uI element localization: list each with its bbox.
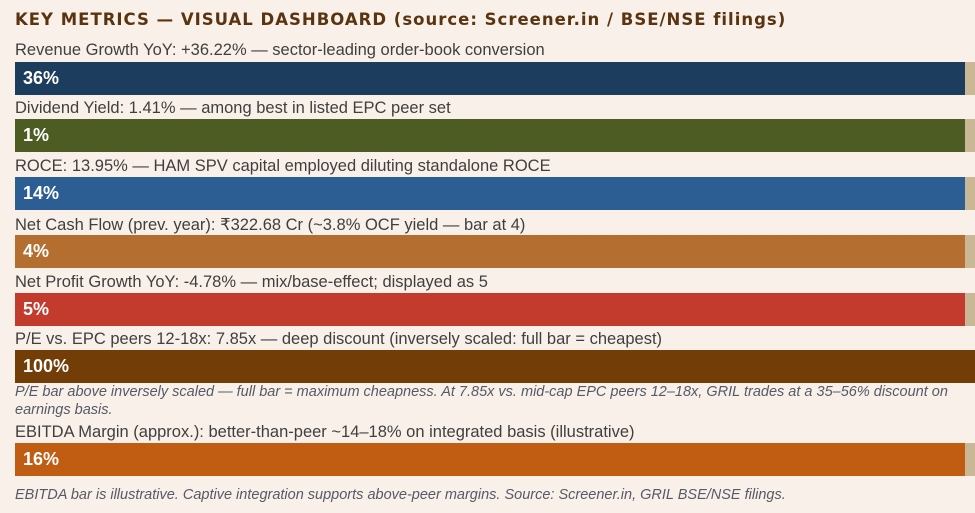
metric-bar-net-cash-flow (15, 235, 965, 268)
metric-bar-track-ebitda-margin (15, 443, 975, 476)
metric-bar-roce (15, 177, 965, 210)
metric-label-pe-vs-peers: P/E vs. EPC peers 12-18x: 7.85x — deep discount (inversely scaled: full bar = cheapest) (15, 330, 663, 348)
metric-bar-track-revenue-growth (15, 62, 975, 95)
metric-bar-track-pe-vs-peers (15, 350, 975, 383)
dashboard-title: KEY METRICS — VISUAL DASHBOARD (source: Screener.in / BSE/NSE filings) (15, 10, 787, 29)
metric-bar-pe-vs-peers (15, 350, 975, 383)
metric-bar-track-roce (15, 177, 975, 210)
metric-bar-ebitda-margin (15, 443, 965, 476)
metric-bar-track-net-profit-growth (15, 293, 975, 326)
metric-value-net-profit-growth: 5% (23, 299, 50, 319)
metric-bar-net-profit-growth (15, 293, 965, 326)
metric-value-roce: 14% (23, 183, 60, 203)
metric-label-ebitda-margin: EBITDA Margin (approx.): better-than-peer ~14–18% on integrated basis (illustrative) (15, 423, 635, 441)
metric-value-net-cash-flow: 4% (23, 241, 50, 261)
metric-label-dividend-yield: Dividend Yield: 1.41% — among best in listed EPC peer set (15, 99, 451, 117)
metric-label-revenue-growth: Revenue Growth YoY: +36.22% — sector-leading order-book conversion (15, 41, 545, 59)
metric-bar-dividend-yield (15, 119, 965, 152)
metric-value-ebitda-margin: 16% (23, 449, 60, 469)
pe-footnote: P/E bar above inversely scaled — full bar = maximum cheapness. At 7.85x vs. mid-cap EPC peers 12–18x, GRIL trades at a 35–56% discount on earnings basis. (15, 384, 948, 418)
metric-bar-track-net-cash-flow (15, 235, 975, 268)
metric-label-net-profit-growth: Net Profit Growth YoY: -4.78% — mix/base-effect; displayed as 5 (15, 273, 488, 291)
metric-label-net-cash-flow: Net Cash Flow (prev. year): ₹322.68 Cr (~3.8% OCF yield — bar at 4) (15, 216, 526, 234)
metric-value-dividend-yield: 1% (23, 125, 50, 145)
metric-bar-revenue-growth (15, 62, 965, 95)
metric-bar-track-dividend-yield (15, 119, 975, 152)
metric-value-revenue-growth: 36% (23, 68, 60, 88)
ebitda-footnote: EBITDA bar is illustrative. Captive integration supports above-peer margins. Source: Screener.in, GRIL BSE/NSE filings. (15, 487, 786, 503)
metric-value-pe-vs-peers: 100% (23, 356, 70, 376)
metric-label-roce: ROCE: 13.95% — HAM SPV capital employed diluting standalone ROCE (15, 157, 551, 175)
